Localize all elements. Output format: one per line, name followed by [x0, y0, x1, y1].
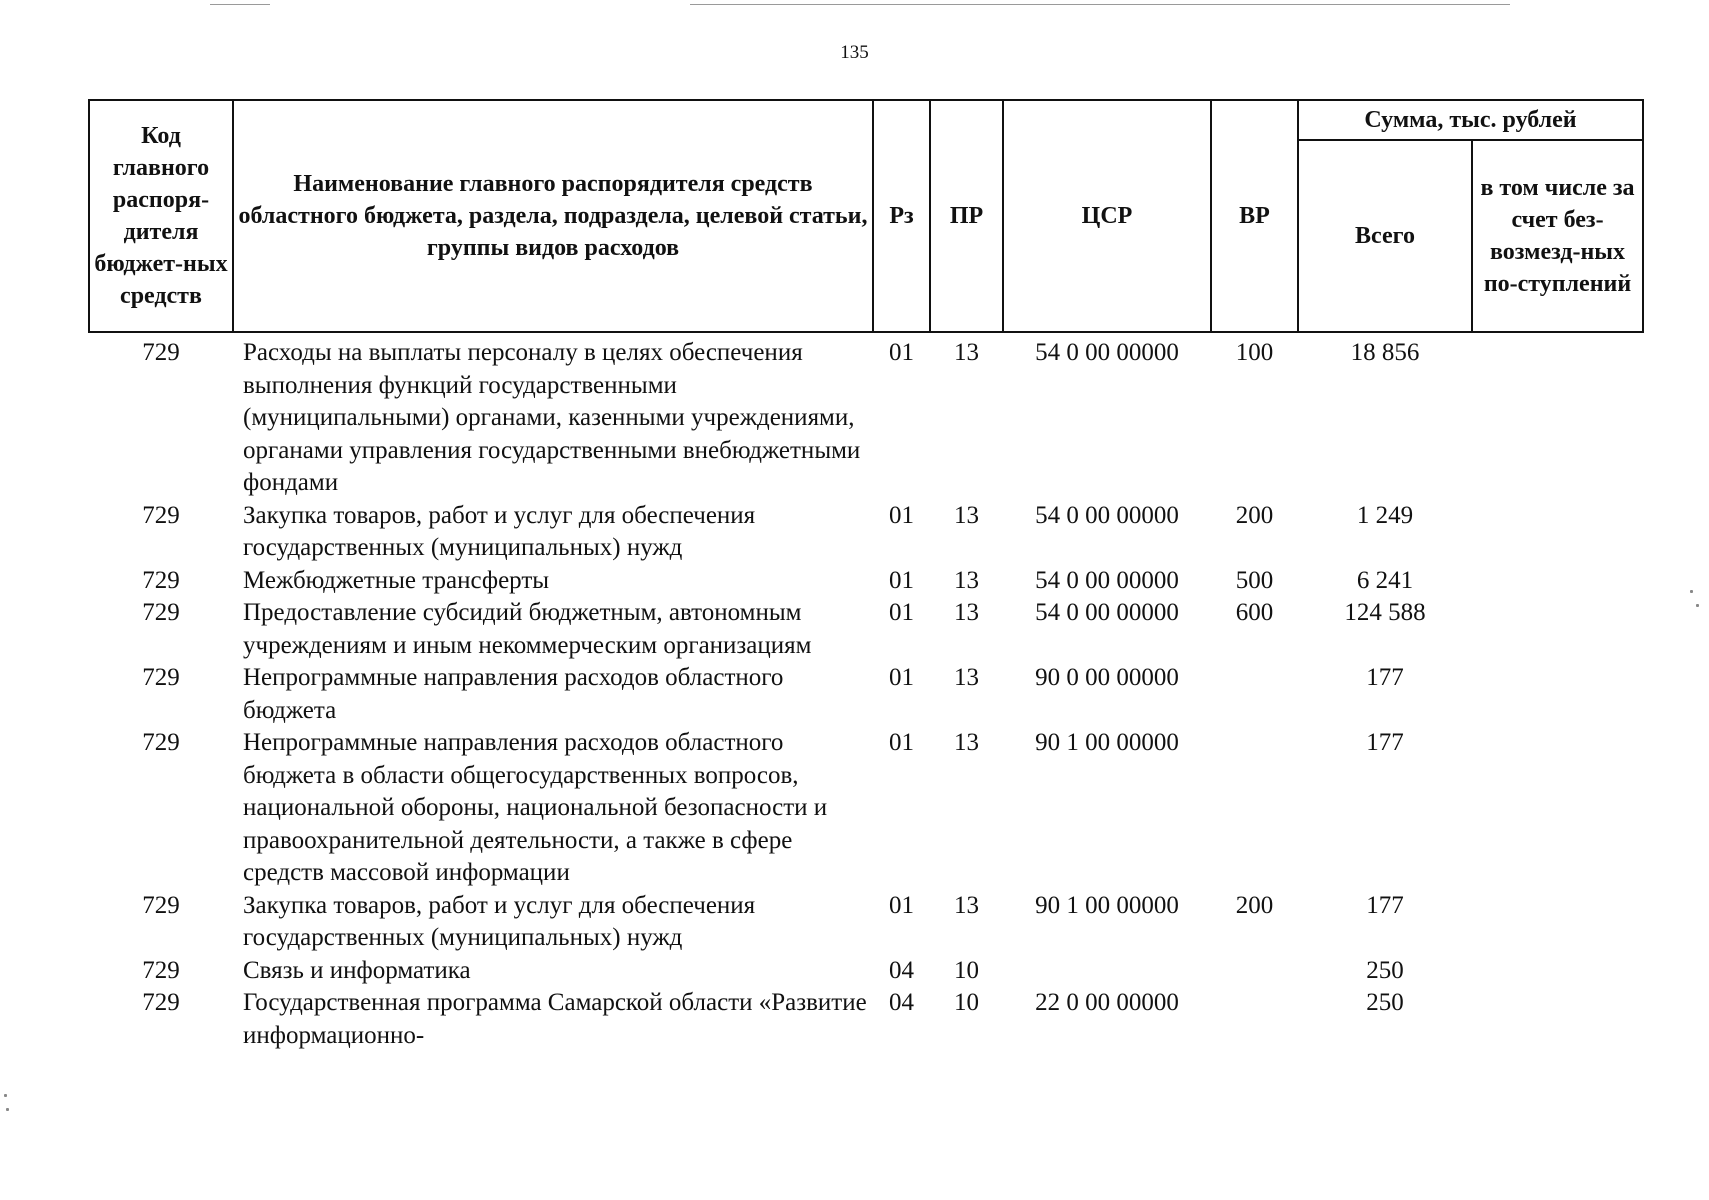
cell-code: 729: [142, 599, 180, 626]
cell-gratuitous: [1472, 597, 1643, 662]
cell-gratuitous: [1472, 332, 1643, 500]
cell-pr: 13: [954, 566, 979, 594]
table-body: [89, 332, 1643, 1052]
table-row: [89, 890, 1643, 955]
header-total: Всего: [1298, 140, 1472, 332]
scan-artifact-line: [210, 4, 270, 5]
cell-vr: [1211, 955, 1298, 988]
cell-gratuitous: [1472, 987, 1643, 1052]
cell-vr: 200: [1235, 891, 1274, 919]
cell-total: 6 241: [1356, 566, 1414, 594]
scan-artifact-speck: [1690, 590, 1693, 593]
table-row: [89, 987, 1643, 1052]
cell-vr: 200: [1235, 501, 1274, 529]
cell-name: Непрограммные направления расходов областного бюджета в области общегосударственных вопросов, национальной обороны, национальной безопасности и правоохранительной деятельности, а также в сфере средств массовой информации: [243, 729, 828, 886]
cell-name: Государственная программа Самарской области «Развитие информационно-: [243, 989, 867, 1049]
cell-name: Непрограммные направления расходов областного бюджета: [243, 664, 784, 724]
header-pr: ПР: [930, 100, 1003, 332]
cell-rz: 01: [889, 664, 914, 691]
cell-csr: 54 0 00 00000: [1035, 599, 1179, 626]
table-row: [89, 955, 1643, 988]
table-row: [89, 565, 1643, 598]
scan-artifact-speck: [4, 1094, 7, 1097]
cell-gratuitous: [1472, 565, 1643, 598]
cell-total: 177: [1366, 664, 1404, 691]
cell-code: 729: [142, 989, 180, 1016]
cell-total: 250: [1366, 956, 1404, 984]
cell-csr: 54 0 00 00000: [1035, 566, 1179, 594]
cell-rz: 04: [889, 956, 914, 984]
cell-pr: 13: [954, 891, 979, 919]
cell-csr: 90 1 00 00000: [1035, 729, 1179, 756]
cell-gratuitous: [1472, 955, 1643, 988]
cell-code: 729: [142, 566, 180, 594]
cell-pr: 13: [954, 339, 979, 366]
cell-pr: 13: [954, 729, 979, 756]
table-row: [89, 727, 1643, 890]
table-row: [89, 662, 1643, 727]
cell-rz: 01: [889, 501, 914, 529]
cell-name: Межбюджетные трансферты: [243, 566, 550, 594]
cell-vr: [1211, 727, 1298, 890]
cell-name: Закупка товаров, работ и услуг для обеспечения государственных (муниципальных) нужд: [243, 891, 756, 951]
cell-pr: 10: [954, 956, 979, 984]
page-number: 135: [840, 42, 869, 63]
cell-csr: 90 0 00 00000: [1035, 664, 1179, 691]
cell-rz: 01: [889, 339, 914, 366]
cell-vr: 500: [1235, 566, 1274, 594]
cell-vr: [1211, 662, 1298, 727]
cell-csr: 54 0 00 00000: [1035, 339, 1179, 366]
cell-rz: 04: [889, 989, 914, 1016]
table-header: [89, 100, 1643, 332]
cell-name: Расходы на выплаты персоналу в целях обеспечения выполнения функций государственными (муниципальными) органами, казенными учреждениями, органами управления государственными внебюджетными фондами: [243, 339, 861, 496]
cell-pr: 13: [954, 599, 979, 626]
cell-code: 729: [142, 339, 180, 366]
cell-pr: 13: [954, 664, 979, 691]
header-vr: ВР: [1211, 100, 1298, 332]
cell-code: 729: [142, 664, 180, 691]
cell-rz: 01: [889, 891, 914, 919]
cell-gratuitous: [1472, 890, 1643, 955]
cell-code: 729: [142, 501, 180, 529]
cell-csr: [1003, 955, 1211, 988]
cell-vr: [1211, 987, 1298, 1052]
cell-total: 18 856: [1350, 339, 1420, 366]
cell-gratuitous: [1472, 662, 1643, 727]
cell-name: Связь и информатика: [243, 956, 471, 984]
table-row: [89, 332, 1643, 500]
cell-rz: 01: [889, 599, 914, 626]
cell-name: Закупка товаров, работ и услуг для обеспечения государственных (муниципальных) нужд: [243, 501, 756, 561]
header-sum: Сумма, тыс. рублей: [1298, 100, 1643, 140]
cell-gratuitous: [1472, 727, 1643, 890]
cell-code: 729: [142, 891, 180, 919]
cell-vr: 600: [1235, 599, 1274, 626]
cell-vr: 100: [1235, 339, 1274, 366]
cell-rz: 01: [889, 729, 914, 756]
header-name: Наименование главного распорядителя средств областного бюджета, раздела, подраздела, целевой статьи, группы видов расходов: [233, 100, 873, 332]
cell-csr: 54 0 00 00000: [1035, 501, 1179, 529]
cell-total: 177: [1366, 729, 1404, 756]
budget-table: [88, 99, 1644, 1052]
cell-name: Предоставление субсидий бюджетным, автономным учреждениям и иным некоммерческим организациям: [243, 599, 812, 659]
cell-rz: 01: [889, 566, 914, 594]
table-row: [89, 597, 1643, 662]
scan-artifact-speck: [6, 1108, 9, 1111]
cell-gratuitous: [1472, 500, 1643, 565]
scan-artifact-speck: [1696, 604, 1699, 607]
cell-total: 250: [1366, 989, 1404, 1016]
header-gratuitous: в том числе за счет без-возмезд-ных по-ступлений: [1472, 140, 1643, 332]
cell-pr: 13: [954, 501, 979, 529]
cell-code: 729: [142, 729, 180, 756]
cell-csr: 22 0 00 00000: [1035, 989, 1179, 1016]
header-rz: Рз: [873, 100, 930, 332]
cell-total: 1 249: [1356, 501, 1414, 529]
cell-total: 124 588: [1344, 599, 1426, 626]
cell-total: 177: [1366, 891, 1404, 919]
scan-artifact-line: [690, 4, 1510, 5]
header-code: Код главного распоря-дителя бюджет-ных средств: [89, 100, 233, 332]
cell-code: 729: [142, 956, 180, 984]
header-csr: ЦСР: [1003, 100, 1211, 332]
cell-csr: 90 1 00 00000: [1035, 891, 1179, 919]
table-row: [89, 500, 1643, 565]
cell-pr: 10: [954, 989, 979, 1016]
